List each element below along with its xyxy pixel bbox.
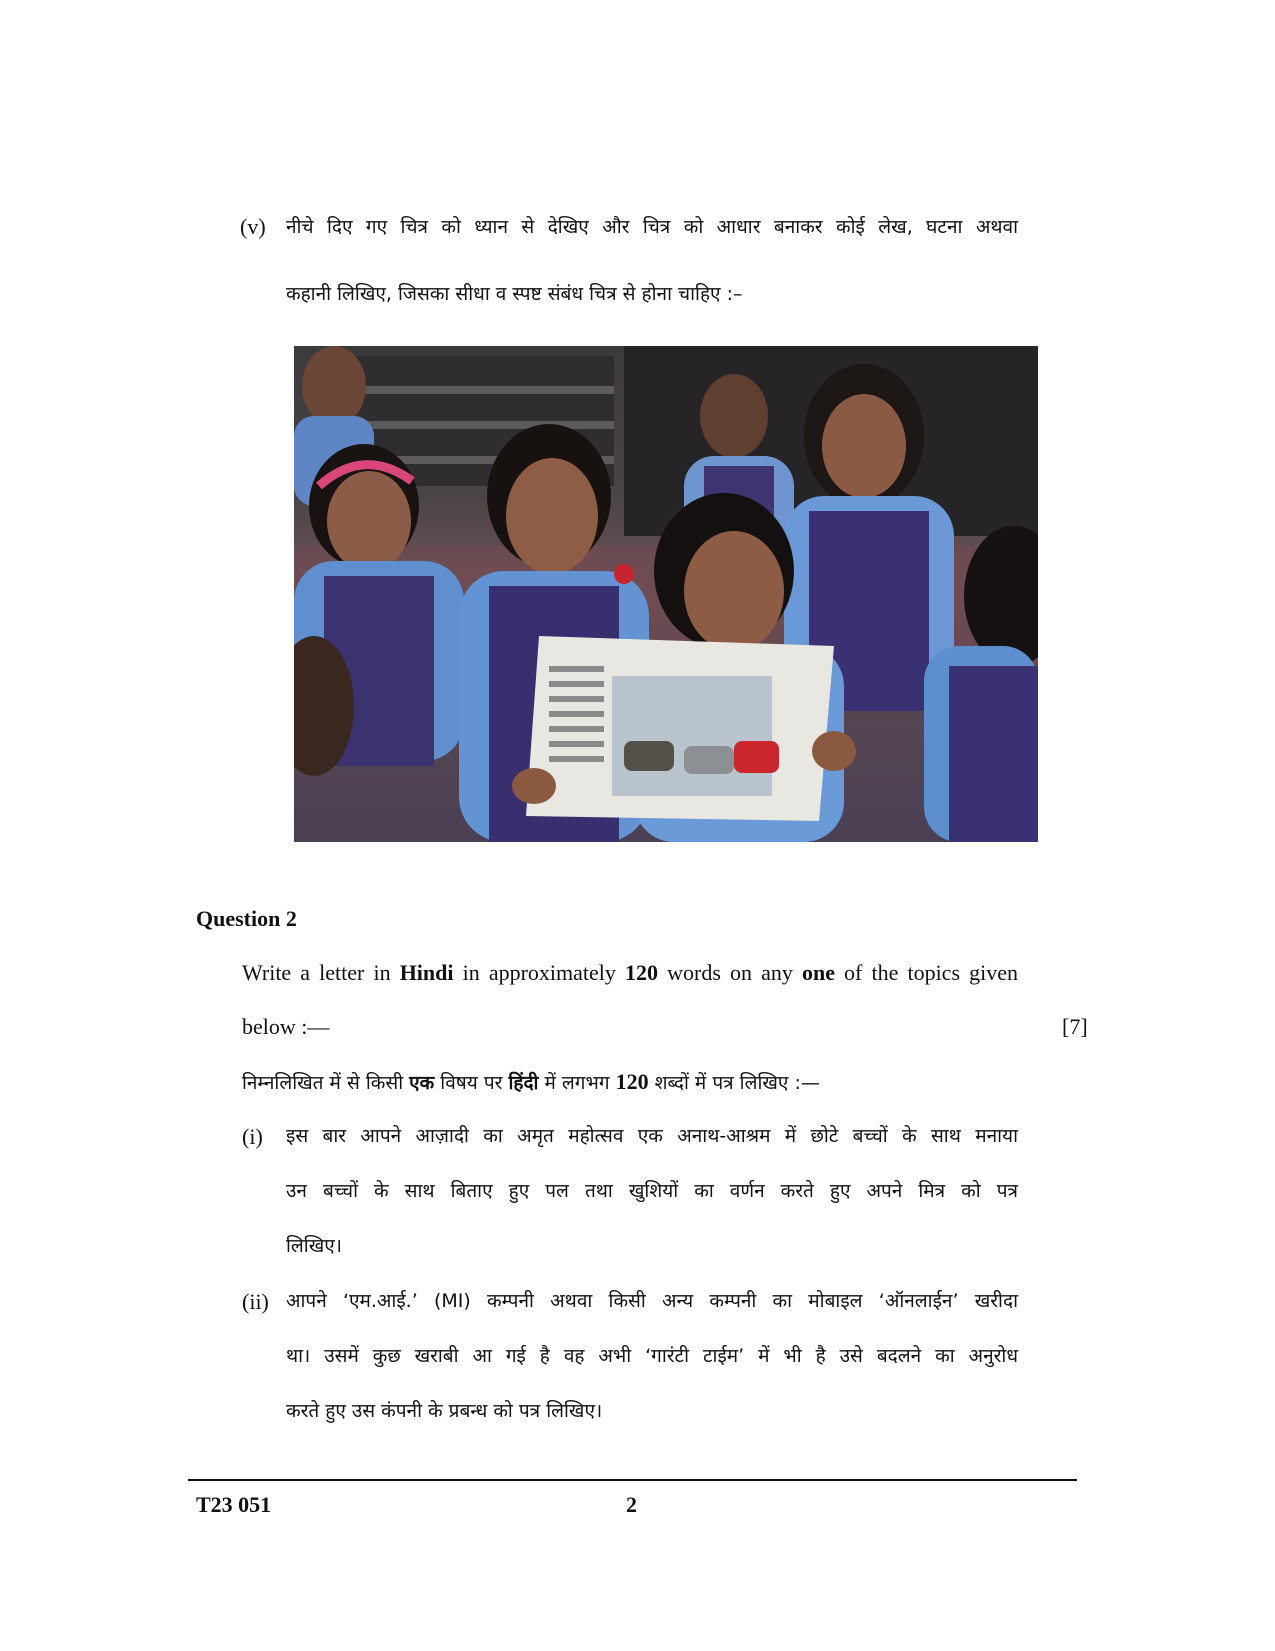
option-text-line: उन बच्चों के साथ बिताए हुए पल तथा खुशियों का वर्णन करते हुए अपने मित्र को पत्र [286, 1180, 1018, 1202]
instruction-text: में लगभग [538, 1072, 616, 1094]
instruction-text: words on any [658, 960, 802, 985]
option-label: (ii) [242, 1289, 269, 1314]
instruction-text: विषय पर [434, 1072, 509, 1094]
classroom-photo [294, 346, 1038, 842]
paper-code: T23 051 [196, 1492, 272, 1517]
instruction-bold: 120 [625, 960, 658, 985]
instruction-text: Write a letter in [242, 960, 400, 985]
footer-divider [188, 1479, 1077, 1481]
question-text-line: नीचे दिए गए चित्र को ध्यान से देखिए और चित्र को आधार बनाकर कोई लेख, घटना अथवा [286, 216, 1018, 238]
question-heading [196, 906, 297, 932]
question-part-label: (v) [240, 214, 266, 239]
option-text-line: आपने ‘एम.आई.’ (MI) कम्पनी अथवा किसी अन्य कम्पनी का मोबाइल ‘ऑनलाईन’ खरीदा [286, 1290, 1018, 1312]
page-number: 2 [626, 1492, 637, 1517]
question-instruction-line [242, 960, 1018, 986]
option-text-line: इस बार आपने आज़ादी का अमृत महोत्सव एक अनाथ-आश्रम में छोटे बच्चों के साथ मनाया [286, 1125, 1018, 1147]
option-text-line: लिखिए। [286, 1235, 342, 1257]
question-instruction-hindi [242, 1069, 820, 1095]
option-label: (i) [242, 1124, 263, 1149]
classroom-photo-illustration [294, 346, 1038, 842]
instruction-bold: one [801, 960, 835, 985]
instruction-bold: हिंदी [508, 1072, 539, 1094]
instruction-bold: एक [409, 1072, 435, 1094]
instruction-text: शब्दों में पत्र लिखिए :— [648, 1072, 820, 1094]
option-text-line: था। उसमें कुछ खराबी आ गई है वह अभी ‘गारंटी टाईम’ में भी है उसे बदलने का अनुरोध [286, 1345, 1018, 1367]
instruction-text: in approximately [453, 960, 625, 985]
question-heading-text: Question 2 [196, 906, 297, 931]
instruction-bold: Hindi [399, 960, 454, 985]
instruction-text: निम्नलिखित में से किसी [242, 1072, 410, 1094]
instruction-text: of the topics given [834, 960, 1018, 985]
option-text-line: करते हुए उस कंपनी के प्रबन्ध को पत्र लिखिए। [286, 1400, 603, 1422]
question-text-line: कहानी लिखिए, जिसका सीधा व स्पष्ट संबंध चित्र से होना चाहिए :– [286, 283, 743, 305]
marks-label: [7] [1062, 1014, 1088, 1039]
instruction-bold: 120 [615, 1069, 649, 1094]
question-instruction-line: below :— [242, 1014, 330, 1039]
